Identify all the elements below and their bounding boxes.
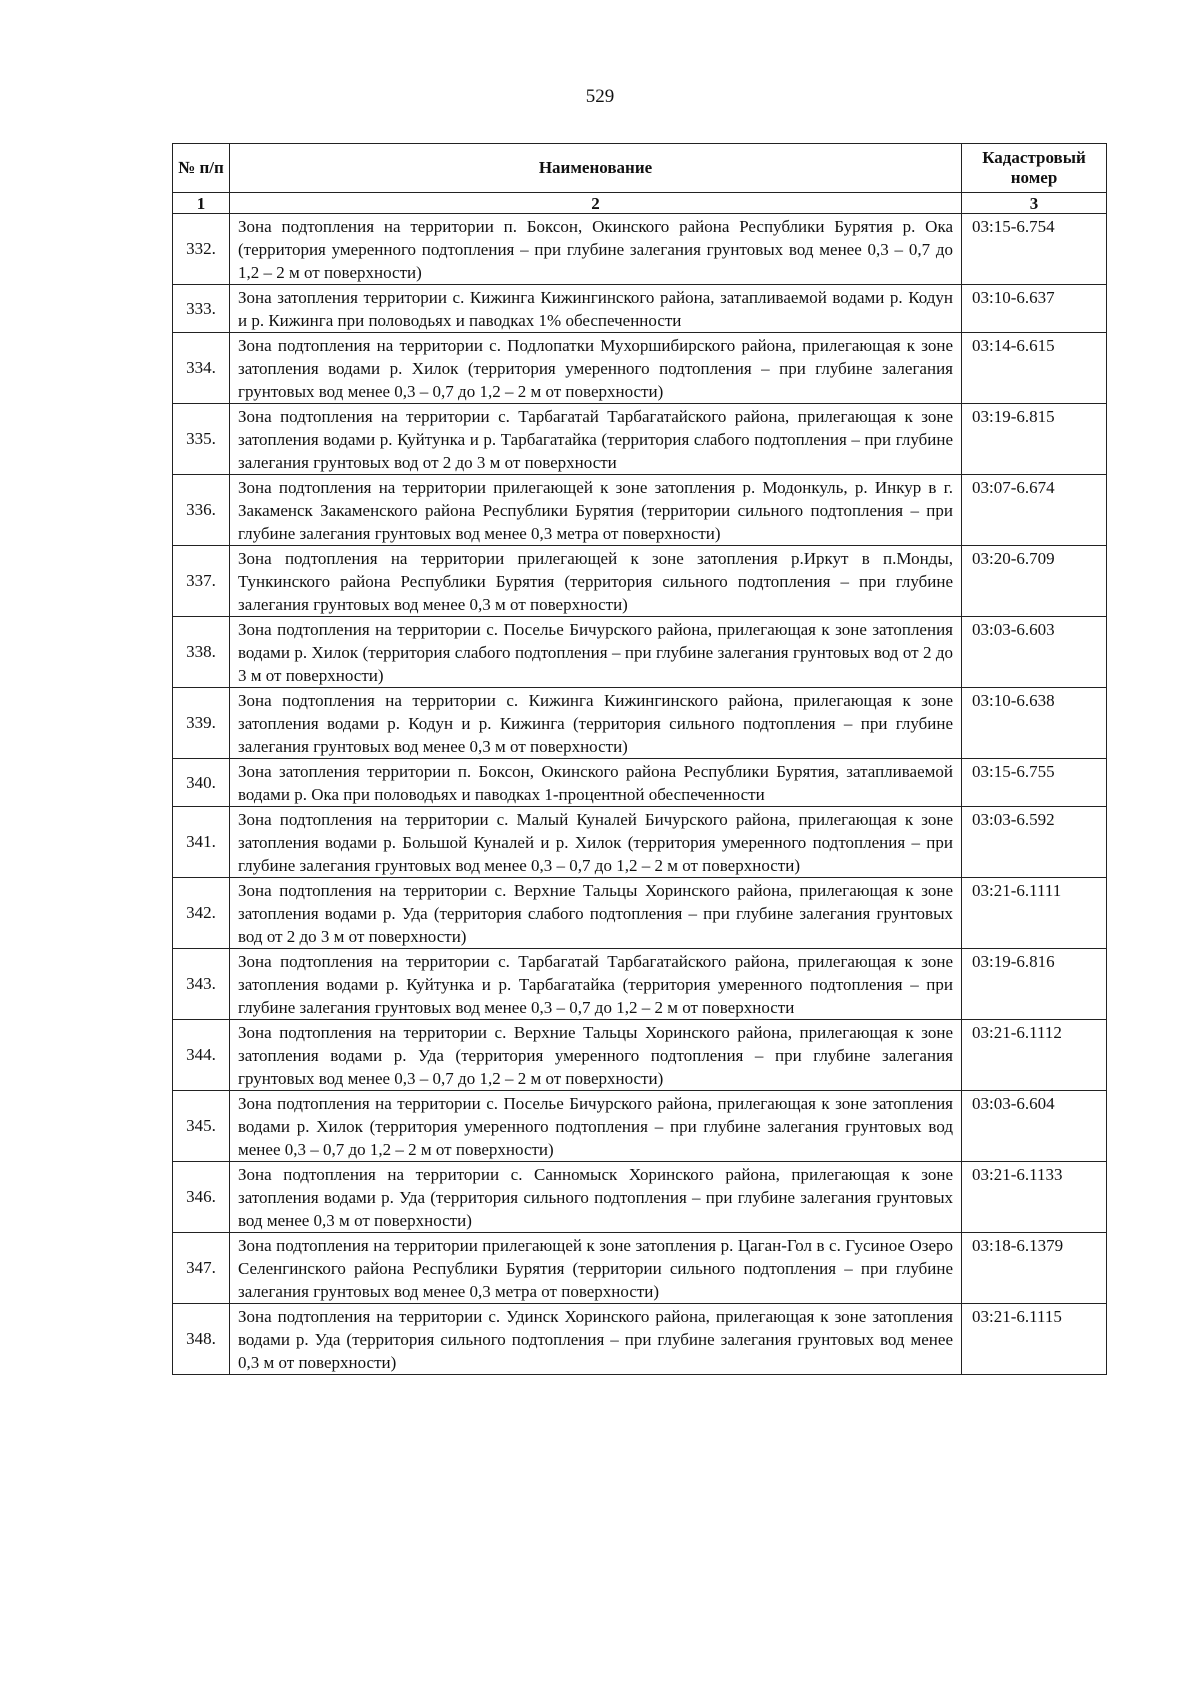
cadastral-number: 03:03-6.604: [962, 1091, 1107, 1162]
zone-name: Зона подтопления на территории с. Кижинга Кижингинского района, прилегающая к зоне затопления водами р. Кодун и р. Кижинга (территория сильного подтопления – при глубине залегания грунтовых вод менее 0,3 м от поверхности): [230, 688, 962, 759]
row-number: 341.: [173, 807, 230, 878]
cadastral-number: 03:15-6.755: [962, 759, 1107, 807]
zones-table: [172, 143, 1107, 1375]
table-row: [173, 404, 1107, 475]
row-number: 339.: [173, 688, 230, 759]
zone-name: Зона подтопления на территории с. Подлопатки Мухоршибирского района, прилегающая к зоне затопления водами р. Хилок (территория умеренного подтопления – при глубине залегания грунтовых вод менее 0,3 – 0,7 до 1,2 – 2 м от поверхности): [230, 333, 962, 404]
zone-name: Зона подтопления на территории с. Санномыск Хоринского района, прилегающая к зоне затопления водами р. Уда (территория сильного подтопления – при глубине залегания грунтовых вод менее 0,3 м от поверхности): [230, 1162, 962, 1233]
row-number: 332.: [173, 214, 230, 285]
table-row: [173, 333, 1107, 404]
table-row: [173, 1233, 1107, 1304]
zone-name: Зона подтопления на территории прилегающей к зоне затопления р. Модонкуль, р. Инкур в г. Закаменск Закаменского района Республики Бурятия (территории сильного подтопления – при глубине залегания грунтовых вод менее 0,3 метра от поверхности): [230, 475, 962, 546]
cadastral-number: 03:18-6.1379: [962, 1233, 1107, 1304]
table-row: [173, 1304, 1107, 1375]
cadastral-number: 03:10-6.637: [962, 285, 1107, 333]
table-row: [173, 878, 1107, 949]
row-number: 340.: [173, 759, 230, 807]
row-number: 348.: [173, 1304, 230, 1375]
cadastral-number: 03:15-6.754: [962, 214, 1107, 285]
table-row: [173, 807, 1107, 878]
row-number: 347.: [173, 1233, 230, 1304]
header-name: Наименование: [230, 144, 962, 193]
row-number: 345.: [173, 1091, 230, 1162]
table-row: [173, 1091, 1107, 1162]
cadastral-number: 03:19-6.815: [962, 404, 1107, 475]
zone-name: Зона подтопления на территории прилегающей к зоне затопления р.Иркут в п.Монды, Тункинского района Республики Бурятия (территория сильного подтопления – при глубине залегания грунтовых вод менее 0,3 м от поверхности): [230, 546, 962, 617]
table-row: [173, 759, 1107, 807]
zone-name: Зона подтопления на территории п. Боксон, Окинского района Республики Бурятия р. Ока (территория умеренного подтопления – при глубине залегания грунтовых вод менее 0,3 – 0,7 до 1,2 – 2 м от поверхности): [230, 214, 962, 285]
zone-name: Зона подтопления на территории с. Тарбагатай Тарбагатайского района, прилегающая к зоне затопления водами р. Куйтунка и р. Тарбагатайка (территория умеренного подтопления – при глубине залегания грунтовых вод менее 0,3 – 0,7 до 1,2 – 2 м от поверхности: [230, 949, 962, 1020]
table-row: [173, 617, 1107, 688]
cadastral-number: 03:03-6.603: [962, 617, 1107, 688]
table-row: [173, 546, 1107, 617]
header-num: № п/п: [173, 144, 230, 193]
row-number: 338.: [173, 617, 230, 688]
zone-name: Зона подтопления на территории с. Поселье Бичурского района, прилегающая к зоне затопления водами р. Хилок (территория слабого подтопления – при глубине залегания грунтовых вод от 2 до 3 м от поверхности): [230, 617, 962, 688]
cadastral-number: 03:21-6.1111: [962, 878, 1107, 949]
cadastral-number: 03:21-6.1133: [962, 1162, 1107, 1233]
row-number: 334.: [173, 333, 230, 404]
row-number: 335.: [173, 404, 230, 475]
zone-name: Зона подтопления на территории с. Верхние Тальцы Хоринского района, прилегающая к зоне затопления водами р. Уда (территория умеренного подтопления – при глубине залегания грунтовых вод менее 0,3 – 0,7 до 1,2 – 2 м от поверхности): [230, 1020, 962, 1091]
cadastral-number: 03:14-6.615: [962, 333, 1107, 404]
zone-name: Зона подтопления на территории с. Поселье Бичурского района, прилегающая к зоне затопления водами р. Хилок (территория умеренного подтопления – при глубине залегания грунтовых вод менее 0,3 – 0,7 до 1,2 – 2 м от поверхности): [230, 1091, 962, 1162]
zone-name: Зона подтопления на территории с. Тарбагатай Тарбагатайского района, прилегающая к зоне затопления водами р. Куйтунка и р. Тарбагатайка (территория слабого подтопления – при глубине залегания грунтовых вод от 2 до 3 м от поверхности: [230, 404, 962, 475]
table-header-row: [173, 144, 1107, 193]
table-row: [173, 475, 1107, 546]
zone-name: Зона подтопления на территории с. Малый Куналей Бичурского района, прилегающая к зоне затопления водами р. Большой Куналей и р. Хилок (территория умеренного подтопления – при глубине залегания грунтовых вод менее 0,3 – 0,7 до 1,2 – 2 м от поверхности): [230, 807, 962, 878]
column-number-3: 3: [962, 193, 1107, 214]
zone-name: Зона подтопления на территории с. Удинск Хоринского района, прилегающая к зоне затопления водами р. Уда (территория сильного подтопления – при глубине залегания грунтовых вод менее 0,3 м от поверхности): [230, 1304, 962, 1375]
row-number: 342.: [173, 878, 230, 949]
zone-name: Зона подтопления на территории прилегающей к зоне затопления р. Цаган-Гол в с. Гусиное Озеро Селенгинского района Республики Бурятия (территории сильного подтопления – при глубине залегания грунтовых вод менее 0,3 метра от поверхности): [230, 1233, 962, 1304]
zone-name: Зона затопления территории с. Кижинга Кижингинского района, затапливаемой водами р. Кодун и р. Кижинга при половодьях и паводках 1% обеспеченности: [230, 285, 962, 333]
cadastral-number: 03:21-6.1112: [962, 1020, 1107, 1091]
column-numbers-row: [173, 193, 1107, 214]
column-number-2: 2: [230, 193, 962, 214]
row-number: 336.: [173, 475, 230, 546]
table-row: [173, 285, 1107, 333]
cadastral-number: 03:20-6.709: [962, 546, 1107, 617]
cadastral-number: 03:19-6.816: [962, 949, 1107, 1020]
row-number: 337.: [173, 546, 230, 617]
zone-name: Зона подтопления на территории с. Верхние Тальцы Хоринского района, прилегающая к зоне затопления водами р. Уда (территория слабого подтопления – при глубине залегания грунтовых вод от 2 до 3 м от поверхности): [230, 878, 962, 949]
column-number-1: 1: [173, 193, 230, 214]
table-row: [173, 688, 1107, 759]
page-number: 529: [585, 86, 615, 107]
row-number: 343.: [173, 949, 230, 1020]
row-number: 346.: [173, 1162, 230, 1233]
cadastral-number: 03:03-6.592: [962, 807, 1107, 878]
zone-name: Зона затопления территории п. Боксон, Окинского района Республики Бурятия, затапливаемой водами р. Ока при половодьях и паводках 1-процентной обеспеченности: [230, 759, 962, 807]
table-row: [173, 1020, 1107, 1091]
row-number: 333.: [173, 285, 230, 333]
row-number: 344.: [173, 1020, 230, 1091]
cadastral-number: 03:07-6.674: [962, 475, 1107, 546]
table-row: [173, 949, 1107, 1020]
header-cadastral: Кадастровый номер: [962, 144, 1107, 193]
table-body: [173, 214, 1107, 1375]
cadastral-number: 03:10-6.638: [962, 688, 1107, 759]
table-row: [173, 1162, 1107, 1233]
table-row: [173, 214, 1107, 285]
cadastral-number: 03:21-6.1115: [962, 1304, 1107, 1375]
